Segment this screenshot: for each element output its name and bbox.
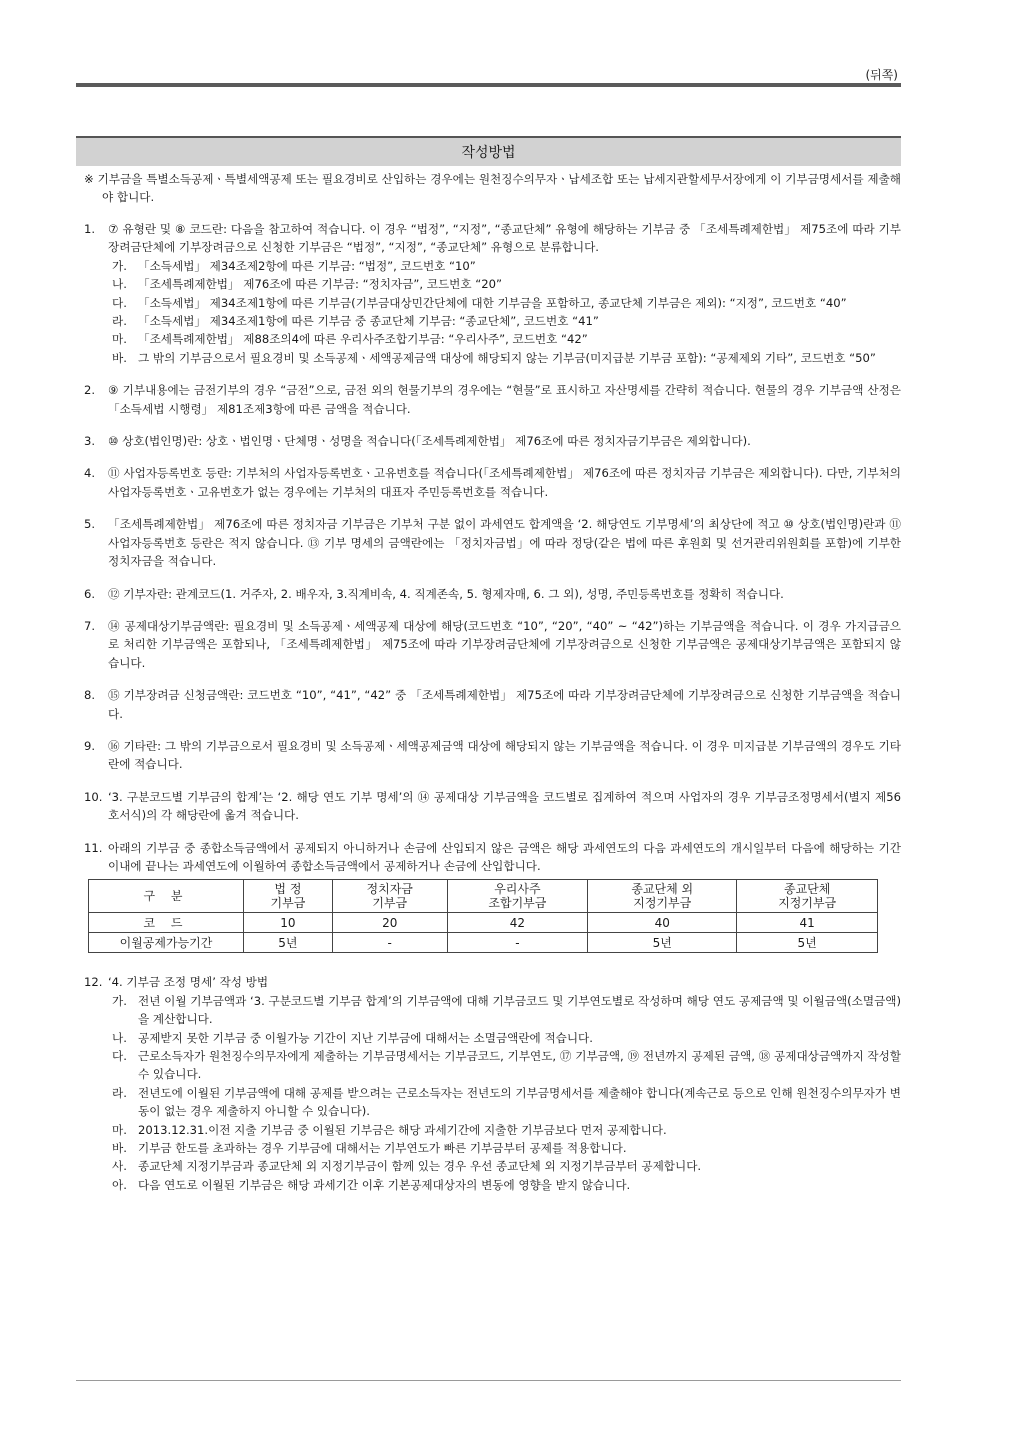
instruction-item-8 [76, 686, 901, 723]
sub-mark: 다. [112, 1049, 127, 1063]
header-line: 법 정 [274, 882, 302, 897]
header-line: 종교단체 외 [631, 882, 694, 897]
item-number: 11. [84, 840, 103, 855]
sub-item [108, 992, 901, 1029]
header-line: 종교단체 [783, 882, 831, 897]
sub-item [108, 275, 901, 293]
sub-item [108, 330, 901, 348]
item-text: ⑯ 기타란: 그 밖의 기부금으로서 필요경비 및 소득공제ㆍ세액공제금액 대상에 해당되지 않는 기부금액을 적습니다. 이 경우 미지급분 기부금액의 경우도 기타란에 적습니다. [108, 738, 901, 772]
row-label: 이월공제가능기간 [89, 933, 244, 953]
header-line: 우리사주 [494, 882, 541, 897]
item-number: 6. [84, 586, 96, 601]
item-number: 9. [84, 738, 96, 753]
instruction-item-12 [76, 973, 901, 1194]
item-text: ⑮ 기부장려금 신청금액란: 코드번호 “10”, “41”, “42” 중 「조세특례제한법」 제75조에 따라 기부장려금단체에 기부장려금으로 신청한 기부금액을 적습니다. [108, 688, 901, 721]
table-cell: - [447, 933, 588, 953]
item-number: 12. [84, 975, 103, 990]
sub-text: 기부금 한도를 초과하는 경우 기부금에 대해서는 기부연도가 빠른 기부금부터 공제를 적용합니다. [138, 1141, 627, 1156]
sub-text: 「조세특례제한법」 제76조에 따른 기부금: “정치자금”, 코드번호 “20” [138, 277, 503, 292]
sub-item [108, 349, 901, 367]
sub-item [108, 1176, 901, 1194]
table-cell: - [332, 933, 447, 953]
sub-text: 공제받지 못한 기부금 중 이월가능 기간이 지난 기부금에 대해서는 소멸금액란에 적습니다. [138, 1030, 593, 1045]
sub-mark: 마. [112, 1122, 127, 1137]
item-text: 아래의 기부금 중 종합소득금액에서 공제되지 아니하거나 손금에 산입되지 않은 금액은 해당 과세연도의 다음 과세연도의 개시일부터 다음에 해당하는 기간 이내에 끝나는 과세연도에 이월하여 종합소득금액에서 공제하거나 손금에 산입합니다. [108, 840, 901, 873]
instruction-item-3 [76, 432, 901, 450]
instruction-item-5 [76, 515, 901, 570]
header-cell [332, 880, 447, 913]
header-cell [447, 880, 588, 913]
item-number: 10. [84, 789, 103, 804]
item-text: ⑩ 상호(법인명)란: 상호ㆍ법인명ㆍ단체명ㆍ성명을 적습니다(「조세특례제한법」 제76조에 따른 정치자금기부금은 제외합니다). [108, 434, 751, 449]
instruction-list [76, 220, 901, 1194]
sub-mark: 사. [112, 1159, 127, 1174]
instruction-item-11 [76, 839, 901, 960]
instruction-item-4 [76, 464, 901, 501]
sub-text: 전년 이월 기부금액과 ‘3. 구분코드별 기부금 합계’의 기부금액에 대해 기부금코드 및 기부연도별로 작성하며 해당 연도 공제금액 및 이월금액(소멸금액)을 계산합니다. [138, 993, 901, 1027]
item-text: ⑭ 공제대상기부금액란: 필요경비 및 소득공제ㆍ세액공제 대상에 해당(코드번호 “10”, “20”, “40” ~ “42”)하는 기부금액을 적습니다. 이 경우 가지급금으로 처리한 기부금액은 포함되나, 「조세특례제한법」 제75조에 따라 기부장려금단체에 기부장려금으로 신청한 기부금액은 공제대상기부금액은 포함되지 않습니다. [108, 618, 901, 670]
sub-list [108, 257, 901, 367]
instruction-item-2 [76, 381, 901, 418]
item-number: 3. [84, 434, 96, 449]
item-text: ⑪ 사업자등록번호 등란: 기부처의 사업자등록번호ㆍ고유번호를 적습니다(「조세특례제한법」 제76조에 따른 정치자금 기부금은 제외합니다). 다만, 기부처의 사업자등록번호ㆍ고유번호가 없는 경우에는 기부처의 대표자 주민등록번호를 적습니다. [108, 466, 901, 499]
sub-mark: 가. [112, 258, 127, 273]
item-text: ‘4. 기부금 조정 명세’ 작성 방법 [108, 975, 269, 990]
sub-mark: 바. [112, 1141, 127, 1156]
row-label: 코 드 [89, 913, 244, 933]
sub-item [108, 1139, 901, 1157]
table-cell: 5년 [244, 933, 333, 953]
instructions-section [76, 136, 901, 1208]
table-row [89, 913, 878, 933]
sub-mark: 아. [112, 1177, 127, 1192]
instruction-item-6 [76, 585, 901, 603]
sub-mark: 마. [112, 332, 127, 347]
sub-item [108, 312, 901, 330]
sub-mark: 바. [112, 350, 127, 365]
item-number: 8. [84, 688, 96, 703]
top-rule [76, 83, 901, 87]
header-line: 기부금 [372, 896, 408, 911]
table-cell: 10 [244, 913, 333, 933]
table-row [89, 933, 878, 953]
item-number: 7. [84, 618, 96, 633]
sub-text: 근로소득자가 원천징수의무자에게 제출하는 기부금명세서는 기부금코드, 기부연도, ⑰ 기부금액, ⑲ 전년까지 공제된 금액, ⑱ 공제대상금액까지 작성할 수 있습니다. [138, 1049, 901, 1082]
header-cell [588, 880, 737, 913]
header-line: 지정기부금 [778, 896, 837, 911]
item-number: 5. [84, 517, 96, 532]
header-line: 조합기부금 [488, 896, 547, 911]
sub-mark: 라. [112, 314, 127, 329]
header-cell: 구 분 [89, 880, 244, 913]
sub-mark: 나. [112, 1030, 127, 1045]
sub-text: 「소득세법」 제34조제2항에 따른 기부금: “법정”, 코드번호 “10” [138, 258, 476, 273]
item-text: ⑫ 기부자란: 관계코드(1. 거주자, 2. 배우자, 3.직계비속, 4. 직계존속, 5. 형제자매, 6. 그 외), 성명, 주민등록번호를 정확히 적습니다. [108, 586, 784, 601]
instruction-item-10 [76, 788, 901, 825]
item-text: ‘3. 구분코드별 기부금의 합계’는 ‘2. 해당 연도 기부 명세’의 ⑭ 공제대상 기부금액을 코드별로 집계하여 적으며 사업자의 경우 기부금조정명세서(별지 제56호서식)의 각 해당란에 옮겨 적습니다. [108, 789, 901, 823]
page-side-label: (뒤쪽) [865, 68, 898, 82]
table-cell: 5년 [737, 933, 878, 953]
sub-text: 「소득세법」 제34조제1항에 따른 기부금(기부금대상민간단체에 대한 기부금을 포함하고, 종교단체 기부금은 제외): “지정”, 코드번호 “40” [138, 295, 847, 310]
sub-text: 다음 연도로 이월된 기부금은 해당 과세기간 이후 기본공제대상자의 변동에 영향을 받지 않습니다. [138, 1177, 631, 1192]
sub-mark: 나. [112, 277, 127, 292]
sub-text: 전년도에 이월된 기부금액에 대해 공제를 받으려는 근로소득자는 전년도의 기부금명세서를 제출해야 합니다(계속근로 등으로 인해 원천징수의무자가 변동이 없는 경우 제출하지 아니할 수 있습니다). [138, 1085, 901, 1119]
sub-item [108, 1084, 901, 1121]
item-text: ⑦ 유형란 및 ⑧ 코드란: 다음을 참고하여 적습니다. 이 경우 “법정”, “지정”, “종교단체” 유형에 해당하는 기부금 중 「조세특례제한법」 제75조에 따라 기부장려금단체에 기부장려금으로 신청한 기부금은 “법정”, “지정”, “종교단체” 유형으로 분류합니다. [108, 222, 901, 255]
sub-item [108, 1121, 901, 1139]
sub-item [108, 294, 901, 312]
sub-list [108, 992, 901, 1194]
instruction-item-9 [76, 737, 901, 774]
carryover-table [88, 879, 878, 953]
item-number: 4. [84, 466, 96, 481]
header-line: 정치자금 [366, 882, 413, 897]
table-cell: 40 [588, 913, 737, 933]
sub-mark: 가. [112, 993, 127, 1008]
sub-text: 「소득세법」 제34조제1항에 따른 기부금 중 종교단체 기부금: “종교단체”, 코드번호 “41” [138, 314, 599, 329]
bottom-rule [76, 1380, 901, 1381]
header-cell [244, 880, 333, 913]
item-number: 2. [84, 383, 96, 398]
header-line: 지정기부금 [633, 896, 692, 911]
instruction-item-1 [76, 220, 901, 367]
table-header-row [89, 880, 878, 913]
intro-note: ※ 기부금을 특별소득공제ㆍ특별세액공제 또는 필요경비로 산입하는 경우에는 원천징수의무자ㆍ납세조합 또는 납세지관할세무서장에게 이 기부금명세서를 제출해야 합니다. [84, 172, 901, 204]
sub-item [108, 1157, 901, 1175]
sub-item [108, 1047, 901, 1084]
sub-text: 「조세특례제한법」 제88조의4에 따른 우리사주조합기부금: “우리사주”, 코드번호 “42” [138, 332, 588, 347]
sub-text: 2013.12.31.이전 지출 기부금 중 이월된 기부금은 해당 과세기간에 지출한 기부금보다 먼저 공제합니다. [138, 1122, 667, 1137]
item-number: 1. [84, 222, 96, 236]
sub-item [108, 257, 901, 275]
header-line: 기부금 [270, 896, 306, 911]
sub-mark: 라. [112, 1085, 127, 1100]
table-cell: 42 [447, 913, 588, 933]
table-cell: 5년 [588, 933, 737, 953]
table-cell: 20 [332, 913, 447, 933]
header-cell [737, 880, 878, 913]
table-cell: 41 [737, 913, 878, 933]
sub-text: 종교단체 지정기부금과 종교단체 외 지정기부금이 함께 있는 경우 우선 종교단체 외 지정기부금부터 공제합니다. [138, 1159, 702, 1174]
sub-mark: 다. [112, 295, 127, 310]
item-text: 「조세특례제한법」 제76조에 따른 정치자금 기부금은 기부처 구분 없이 과세연도 합계액을 ‘2. 해당연도 기부명세’의 최상단에 적고 ⑩ 상호(법인명)란과 ⑪ 사업자등록번호 등란은 적지 않습니다. ⑬ 기부 명세의 금액란에는 「정치자금법」에 따라 정당(같은 법에 따른 후원회 및 선거관리위원회를 포함)에 기부한 정치자금을 적습니다. [108, 517, 901, 569]
sub-text: 그 밖의 기부금으로서 필요경비 및 소득공제ㆍ세액공제금액 대상에 해당되지 않는 기부금(미지급분 기부금 포함): “공제제외 기타”, 코드번호 “50” [138, 350, 876, 365]
item-text: ⑨ 기부내용에는 금전기부의 경우 “금전”으로, 금전 외의 현물기부의 경우에는 “현물”로 표시하고 자산명세를 간략히 적습니다. 현물의 경우 기부금액 산정은 「소득세법 시행령」 제81조제3항에 따른 금액을 적습니다. [108, 383, 901, 416]
instruction-item-7 [76, 617, 901, 672]
sub-item [108, 1029, 901, 1047]
section-title: 작성방법 [76, 136, 901, 166]
